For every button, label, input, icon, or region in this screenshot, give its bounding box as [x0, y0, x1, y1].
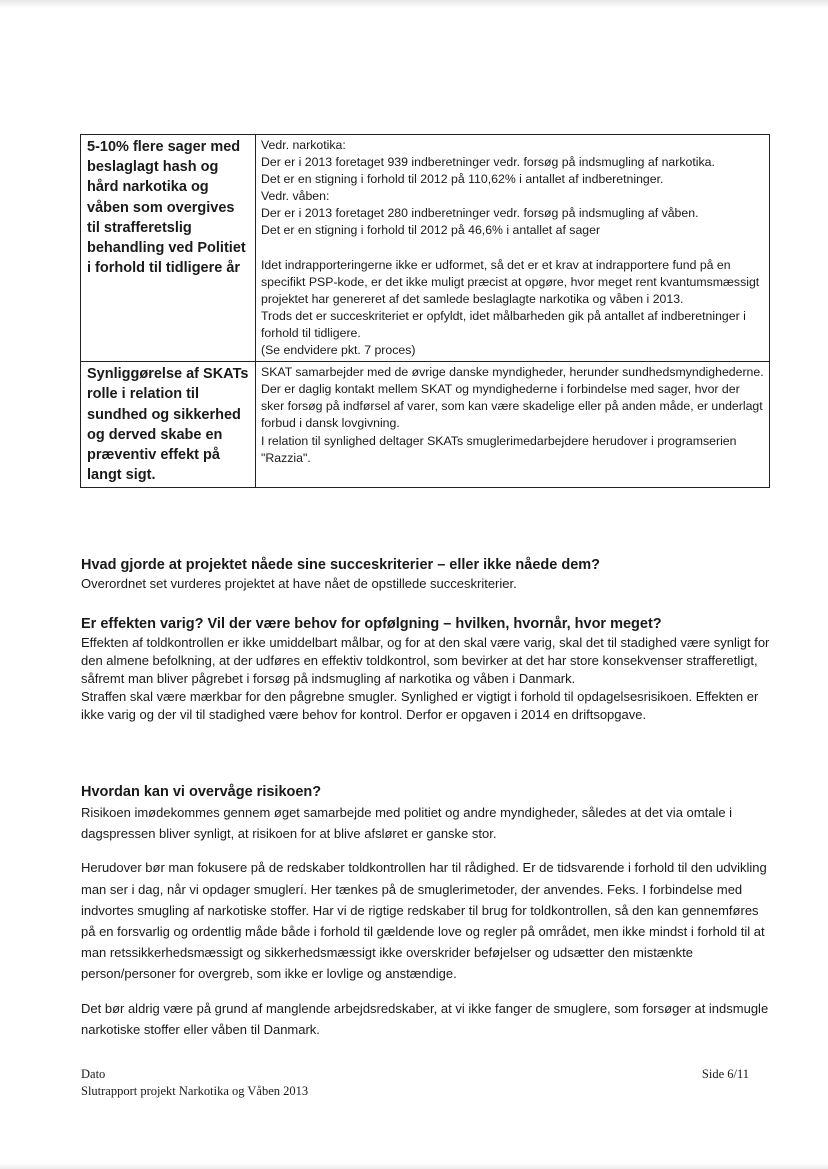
section-heading: Hvordan kan vi overvåge risikoen?: [81, 784, 322, 800]
section-paragraph: Overordnet set vurderes projektet at have nået de opstillede succeskriterier.: [81, 576, 517, 591]
section-paragraph: Straffen skal være mærkbar for den pågrebne smugler. Synlighed er vigtigt i forhold til opdagelsesrisikoen. Effekten er ikke varig og der vil til stadighed være behov for kontrol. Derfor er opgaven i 2014 en driftsopgave.: [81, 689, 759, 722]
page-footer: [81, 1066, 771, 1100]
section-heading: Hvad gjorde at projektet nåede sine succeskriterier – eller ikke nåede dem?: [81, 557, 601, 573]
criterion-label: 5-10% flere sager med beslaglagt hash og hård narkotika og våben som overgives til strafferetslig behandling ved Politiet i forhold til tidligere år: [81, 135, 256, 362]
section-success: [81, 556, 771, 593]
section-heading: Er effekten varig? Vil der være behov for opfølgning – hvilken, hvornår, hvor meget?: [81, 616, 662, 632]
success-criteria-table: [80, 134, 770, 488]
table-row: [81, 362, 770, 488]
scan-edge-top: [0, 0, 828, 8]
section-paragraph: Herudover bør man fokusere på de redskaber toldkontrollen har til rådighed. Er de tidsvarende i forhold til den udvikling man ser i dag, når vi opdager smuglerí. Her tænkes på de smuglerimetoder, der anvendes. Feks. I forbindelse med indvortes smugling af narkotiske stoffer. Har vi de rigtige redskaber til brug for toldkontrollen, så den kan gennemføres på en forsvarlig og ordentlig måde både i forhold til gældende love og regler på området, men ikke mindst i forhold til at man retssikkerhedsmæssigt og sikkerhedsmæssigt ikke overskrider beføjelser og udsætter den mistænkte person/personer for overgreb, som ikke er lovlige og anstændige.: [81, 860, 767, 982]
section-paragraph: Det bør aldrig være på grund af manglende arbejdsredskaber, at vi ikke fanger de smuglere, som forsøger at indsmugle narkotiske stoffer eller våben til Danmark.: [81, 1000, 769, 1037]
footer-date-label: Dato: [81, 1067, 106, 1081]
section-effect: [81, 615, 771, 724]
page-number: Side 6/11: [701, 1067, 749, 1081]
scan-edge-bottom: [0, 1163, 828, 1169]
criterion-result: Vedr. narkotika: Der er i 2013 foretaget 939 indberetninger vedr. forsøg på indsmugling af narkotika. Det er en stigning i forhold til 2012 på 110,62% i antallet af indberetninger. Vedr. våben: Der er i 2013 foretaget 280 indberetninger vedr. forsøg på indsmugling af våben. Det er en stigning i forhold til 2012 på 46,6% i antallet af sager Idet indrapporteringerne ikke er udformet, så det er et krav at indrapportere fund på en specifikt PSP-kode, er det ikke muligt præcist at opgøre, hvor meget rent kvantumsmæssigt projektet har genereret af det samlede beslaglagte narkotika og våben i 2013. Trods det er succeskriteriet er opfyldt, idet målbarheden gik på antallet af indberetninger i forhold til tidligere. (Se endvidere pkt. 7 proces): [256, 135, 770, 362]
footer-doc-title: Slutrapport projekt Narkotika og Våben 2013: [81, 1084, 309, 1098]
section-paragraph: Risikoen imødekommes gennem øget samarbejde med politiet og andre myndigheder, således at det via omtale i dagspressen bliver synligt, at risikoen for at blive afsløret er ganske stor.: [81, 805, 733, 842]
criterion-label: Synliggørelse af SKATs rolle i relation til sundhed og sikkerhed og derved skabe en præventiv effekt på langt sigt.: [81, 362, 256, 488]
criterion-result: SKAT samarbejder med de øvrige danske myndigheder, herunder sundhedsmyndighederne. Der er daglig kontakt mellem SKAT og myndighederne i forbindelse med sager, hvor der sker forsøg på indførsel af varer, som kan være skadelige eller på anden måde, er underlagt forbud i dansk lovgivning. I relation til synlighed deltager SKATs smuglerimedarbejdere herudover i programserien "Razzia".: [256, 362, 770, 488]
section-risk: [81, 783, 771, 1040]
table-row: [81, 135, 770, 362]
section-paragraph: Effekten af toldkontrollen er ikke umiddelbart målbar, og for at den skal være varig, skal det til stadighed være synligt for den almene befolkning, at der udføres en effektiv toldkontrol, som bevirker at det har store konsekvenser strafferetligt, såfremt man bliver pågrebet i forsøg på indsmugling af narkotika og våben i Danmark.: [81, 635, 770, 686]
